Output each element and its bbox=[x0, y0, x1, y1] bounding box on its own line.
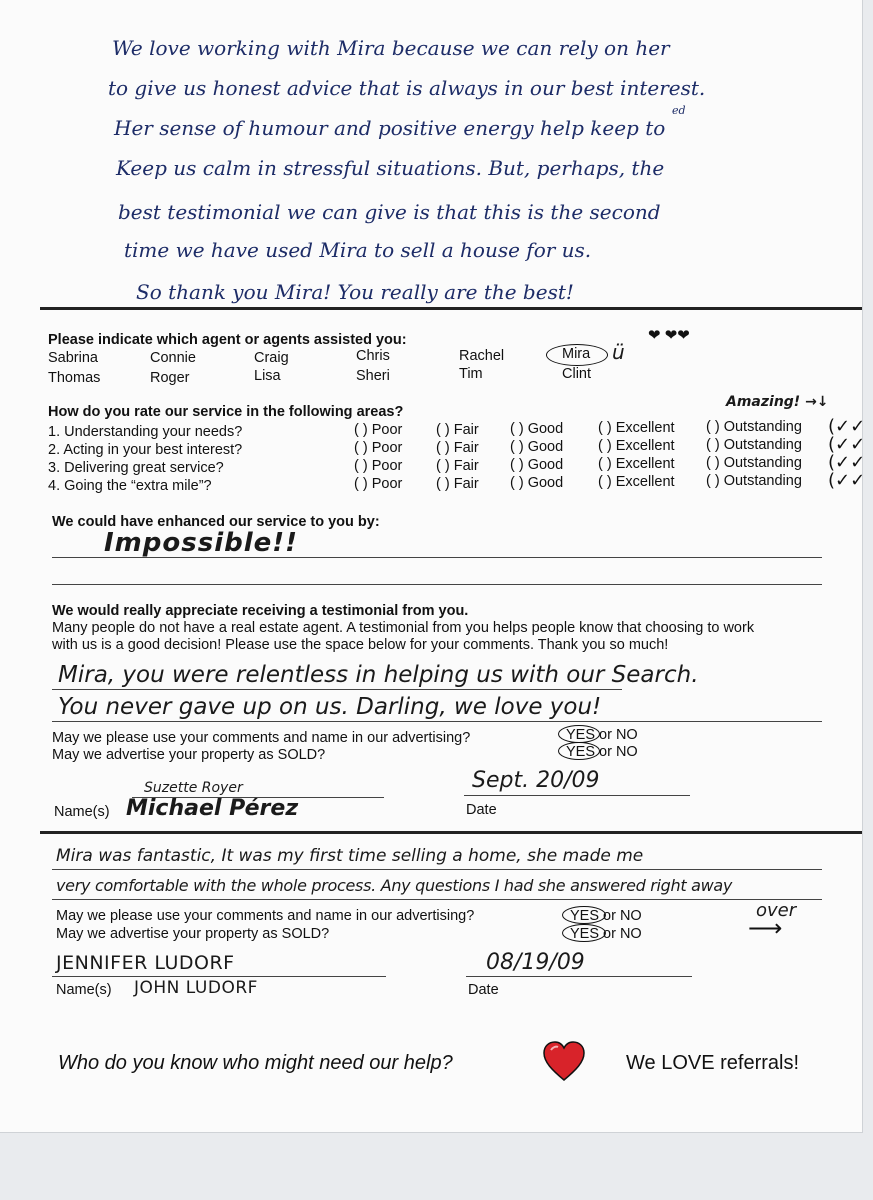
enhance-heading: We could have enhanced our service to you by: bbox=[52, 514, 380, 530]
yes-no-choice: YES or NO bbox=[570, 926, 642, 942]
option-fair: ( ) Fair bbox=[436, 440, 479, 456]
hand-line: Keep us calm in stressful situations. But, perhaps, the bbox=[116, 156, 665, 180]
testimonial-text: Many people do not have a real estate agent. A testimonial from you helps people know that choosing to work bbox=[52, 620, 755, 636]
name-line bbox=[52, 976, 386, 977]
hand-testimonial-line: Mira was fantastic, It was my first time selling a home, she made me bbox=[56, 846, 644, 866]
option-fair: ( ) Fair bbox=[436, 422, 479, 438]
rating-question: 2. Acting in your best interest? bbox=[48, 442, 243, 458]
name-line bbox=[132, 797, 384, 798]
date-line bbox=[464, 795, 690, 796]
agent-name: Lisa bbox=[254, 368, 281, 384]
date-handwritten: 08/19/09 bbox=[486, 950, 585, 975]
option-excellent: ( ) Excellent bbox=[598, 456, 675, 472]
agent-name: Tim bbox=[459, 366, 483, 382]
agent-name: Chris bbox=[356, 348, 390, 364]
name-handwritten: JENNIFER LUDORF bbox=[56, 952, 235, 974]
check-mark: (✓✓ bbox=[828, 452, 866, 473]
rating-question: 3. Delivering great service? bbox=[48, 460, 224, 476]
option-good: ( ) Good bbox=[510, 457, 564, 473]
check-mark: (✓✓ bbox=[828, 470, 866, 491]
section-divider bbox=[40, 831, 862, 834]
option-excellent: ( ) Excellent bbox=[598, 438, 675, 454]
consent-question: May we please use your comments and name in our advertising? bbox=[56, 908, 475, 924]
answer-line bbox=[52, 584, 822, 585]
option-outstanding: ( ) Outstanding bbox=[706, 419, 802, 435]
check-mark: (✓✓ bbox=[828, 434, 866, 455]
rating-heading: How do you rate our service in the following areas? bbox=[48, 404, 404, 420]
referral-tagline: We LOVE referrals! bbox=[626, 1052, 800, 1074]
yes-circle-mark bbox=[558, 725, 600, 743]
insert-mark: ed bbox=[672, 104, 686, 117]
option-excellent: ( ) Excellent bbox=[598, 474, 675, 490]
enhance-answer: Impossible!! bbox=[104, 528, 298, 558]
answer-line bbox=[52, 557, 822, 558]
heart-icon bbox=[542, 1040, 586, 1087]
option-outstanding: ( ) Outstanding bbox=[706, 473, 802, 489]
section-divider bbox=[40, 307, 862, 310]
option-good: ( ) Good bbox=[510, 475, 564, 491]
testimonial-text: with us is a good decision! Please use the space below for your comments. Thank you so much! bbox=[52, 637, 669, 653]
option-fair: ( ) Fair bbox=[436, 476, 479, 492]
hand-testimonial-line: You never gave up on us. Darling, we love you! bbox=[58, 694, 602, 720]
hand-line: time we have used Mira to sell a house for us. bbox=[124, 238, 592, 262]
consent-question: May we advertise your property as SOLD? bbox=[56, 926, 330, 942]
yes-circle-mark bbox=[562, 906, 606, 924]
name-handwritten: JOHN LUDORF bbox=[134, 978, 258, 998]
hearts-doodle: ❤ ❤❤ bbox=[648, 327, 690, 344]
yes-circle-mark bbox=[558, 742, 600, 760]
option-outstanding: ( ) Outstanding bbox=[706, 455, 802, 471]
referral-question: Who do you know who might need our help? bbox=[58, 1052, 453, 1074]
hand-testimonial-line: Mira, you were relentless in helping us with our Search. bbox=[58, 662, 699, 688]
arrow-right-icon: ⟶ bbox=[748, 915, 783, 942]
agent-name: Roger bbox=[150, 370, 190, 386]
hand-line: We love working with Mira because we can rely on her bbox=[112, 36, 670, 60]
date-label: Date bbox=[466, 802, 497, 818]
hand-line: Her sense of humour and positive energy help keep to bbox=[114, 116, 666, 140]
option-outstanding: ( ) Outstanding bbox=[706, 437, 802, 453]
rating-question: 1. Understanding your needs? bbox=[48, 424, 243, 440]
hand-testimonial-line: very comfortable with the whole process. Any questions I had she answered right away bbox=[56, 876, 733, 895]
rating-question: 4. Going the “extra mile”? bbox=[48, 478, 212, 494]
testimonial-heading: We would really appreciate receiving a testimonial from you. bbox=[52, 603, 469, 619]
yes-no-choice: YES or NO bbox=[566, 744, 638, 760]
consent-question: May we please use your comments and name in our advertising? bbox=[52, 730, 471, 746]
consent-question: May we advertise your property as SOLD? bbox=[52, 747, 326, 763]
comment-line bbox=[52, 689, 622, 690]
yes-no-choice: YES or NO bbox=[570, 908, 642, 924]
option-excellent: ( ) Excellent bbox=[598, 420, 675, 436]
signature: Michael Pérez bbox=[126, 796, 299, 821]
hand-line: So thank you Mira! You really are the best! bbox=[136, 280, 574, 304]
agent-name: Clint bbox=[562, 366, 592, 382]
option-poor: ( ) Poor bbox=[354, 476, 403, 492]
over-note: over bbox=[756, 900, 797, 921]
name-handwritten: Suzette Royer bbox=[144, 780, 243, 796]
agent-name-selected: Mira bbox=[562, 346, 591, 362]
option-poor: ( ) Poor bbox=[354, 458, 403, 474]
yes-circle-mark bbox=[562, 924, 606, 942]
option-poor: ( ) Poor bbox=[354, 422, 403, 438]
agent-name: Connie bbox=[150, 350, 196, 366]
check-mark: (✓✓ bbox=[828, 416, 866, 437]
smiley-doodle: ü bbox=[612, 340, 625, 364]
name-label: Name(s) bbox=[56, 982, 112, 998]
option-fair: ( ) Fair bbox=[436, 458, 479, 474]
hand-line: best testimonial we can give is that this is the second bbox=[118, 200, 661, 224]
agent-circle-mark bbox=[546, 344, 608, 366]
yes-no-choice: YES or NO bbox=[566, 727, 638, 743]
name-label: Name(s) bbox=[54, 804, 110, 820]
date-handwritten: Sept. 20/09 bbox=[472, 768, 600, 793]
agent-name: Craig bbox=[254, 350, 289, 366]
date-label: Date bbox=[468, 982, 499, 998]
date-line bbox=[466, 976, 692, 977]
agents-heading: Please indicate which agent or agents assisted you: bbox=[48, 332, 407, 348]
agent-name: Sheri bbox=[356, 368, 390, 384]
comment-line bbox=[52, 721, 822, 722]
hand-line: to give us honest advice that is always in our best interest. bbox=[108, 76, 706, 100]
amazing-annotation: Amazing! →↓ bbox=[726, 394, 829, 410]
comment-line bbox=[52, 869, 822, 870]
comment-line bbox=[52, 899, 822, 900]
agent-name: Rachel bbox=[459, 348, 505, 364]
agent-name: Sabrina bbox=[48, 350, 98, 366]
agent-name: Thomas bbox=[48, 370, 101, 386]
option-good: ( ) Good bbox=[510, 421, 564, 437]
option-good: ( ) Good bbox=[510, 439, 564, 455]
option-poor: ( ) Poor bbox=[354, 440, 403, 456]
